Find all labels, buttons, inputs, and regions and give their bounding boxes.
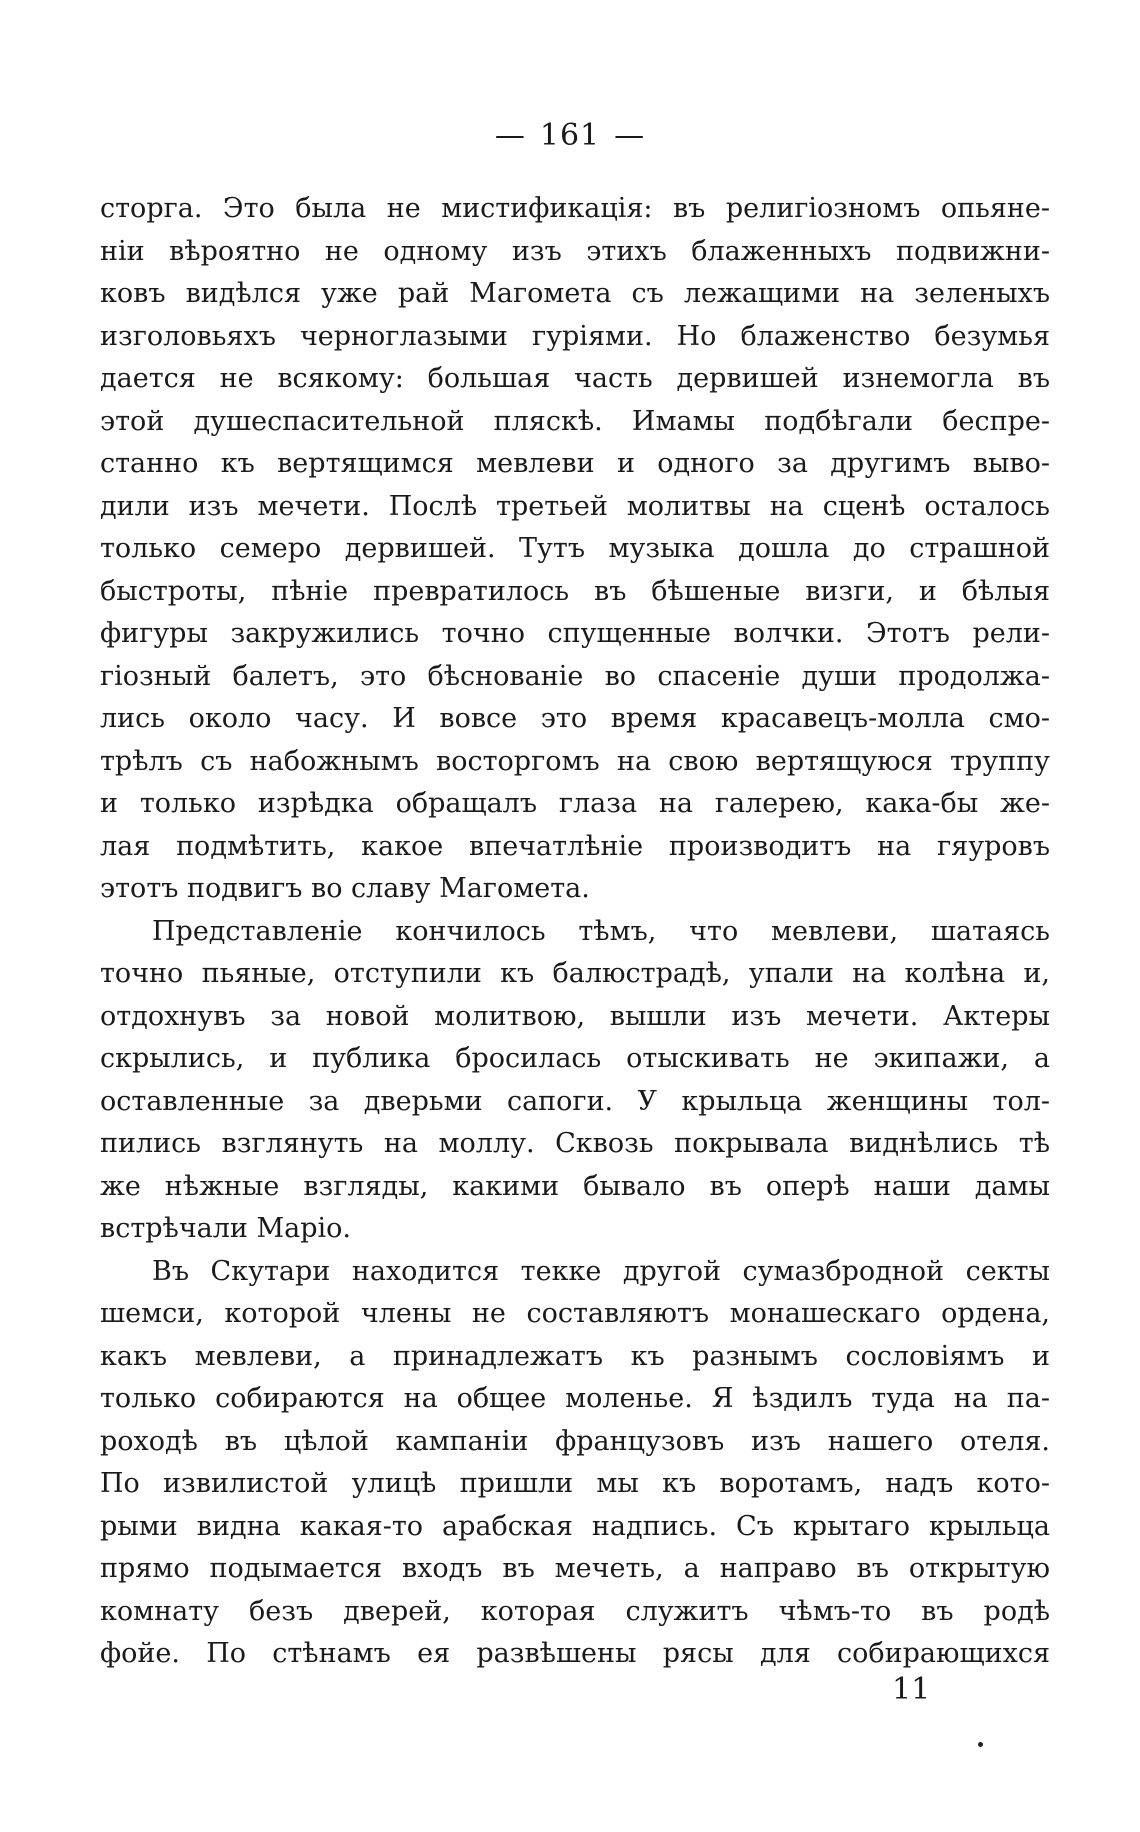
text-line: станно къ вертящимся мевлеви и одного за другимъ выво- [100,448,1050,479]
text-line: оставленные за дверьми сапоги. У крыльца женщины тол- [100,1085,1050,1117]
text-line: гіозный балетъ, это бѣснованіе во спасеніе души продолжа- [100,660,1050,692]
text-line: лая подмѣтить, какое впечатлѣніе производитъ на гяуровъ [100,830,1050,862]
text-line: комнату безъ дверей, которая служитъ чѣмъ-то въ родѣ [100,1595,1050,1627]
text-line: пились взглянуть на моллу. Сквозь покрывала виднѣлись тѣ [100,1128,1050,1159]
text-line: изголовьяхъ черноглазыми гуріями. Но блаженство безумья [100,320,1050,352]
text-line: трѣлъ съ набожнымъ восторгомъ на свою вертящуюся труппу [100,745,1050,777]
signature-mark: 11 [892,1672,931,1707]
text-line: же нѣжные взгляды, какими бывало въ оперѣ наши дамы [100,1170,1050,1202]
header-dash-right: — [614,118,646,153]
text-line: дили изъ мечети. Послѣ третьей молитвы на сценѣ осталось [100,490,1050,522]
text-line: быстроты, пѣніе превратилось въ бѣшеные визги, и бѣлыя [100,575,1050,607]
text-line: шемси, которой члены не составляютъ монашескаго ордена, [100,1298,1050,1329]
text-line: этотъ подвигъ во славу Магомета. [100,873,590,904]
text-line: фойе. По стѣнамъ ея развѣшены рясы для собирающихся [100,1638,1050,1669]
text-line: точно пьяные, отступили къ балюстрадѣ, упали на колѣна и, [100,958,1050,989]
text-line: лись около часу. И вовсе это время красавецъ-молла смо- [100,703,1050,734]
header-dash-left: — [494,118,526,153]
text-line: сторга. Это была не мистификація: въ религіозномъ опьяне- [100,193,1050,224]
text-line: прямо подымается входъ въ мечеть, а направо въ открытую [100,1553,1050,1584]
text-line: встрѣчали Маріо. [100,1213,352,1244]
text-line: Представленіе кончилось тѣмъ, что мевлеви, шатаясь [152,915,1050,947]
body-text [100,188,1050,1676]
text-line: только семеро дервишей. Тутъ музыка дошла до страшной [100,533,1050,564]
text-line: какъ мевлеви, а принадлежатъ къ разнымъ сословіямъ и [100,1340,1050,1372]
page-number: 161 [539,118,601,153]
text-line: этой душеспасительной пляскѣ. Имамы подбѣгали беспре- [100,405,1050,437]
text-line: отдохнувъ за новой молитвою, вышли изъ мечети. Актеры [100,1000,1050,1032]
text-line: только собираются на общее моленье. Я ѣздилъ туда на па- [100,1383,1050,1414]
text-line: ніи вѣроятно не одному изъ этихъ блаженныхъ подвижни- [100,235,1050,267]
text-line: Въ Скутари находится текке другой сумазбродной секты [152,1255,1050,1287]
text-line: рыми видна какая-то арабская надпись. Съ крытаго крыльца [100,1510,1050,1542]
page-header [0,118,1140,153]
text-line: дается не всякому: большая часть дервишей изнемогла въ [100,363,1050,394]
text-line: ковъ видѣлся уже рай Магомета съ лежащими на зеленыхъ [100,278,1050,309]
text-line: фигуры закружились точно спущенные волчки. Этотъ рели- [100,618,1050,649]
text-line: скрылись, и публика бросилась отыскивать не экипажи, а [100,1043,1050,1074]
ink-dot [978,1742,983,1747]
text-line: По извилистой улицѣ пришли мы къ воротамъ, надъ кото- [100,1468,1050,1499]
text-line: и только изрѣдка обращалъ глаза на галерею, кака-бы же- [100,788,1050,819]
text-line: роходѣ въ цѣлой кампаніи французовъ изъ нашего отеля. [100,1425,1050,1457]
